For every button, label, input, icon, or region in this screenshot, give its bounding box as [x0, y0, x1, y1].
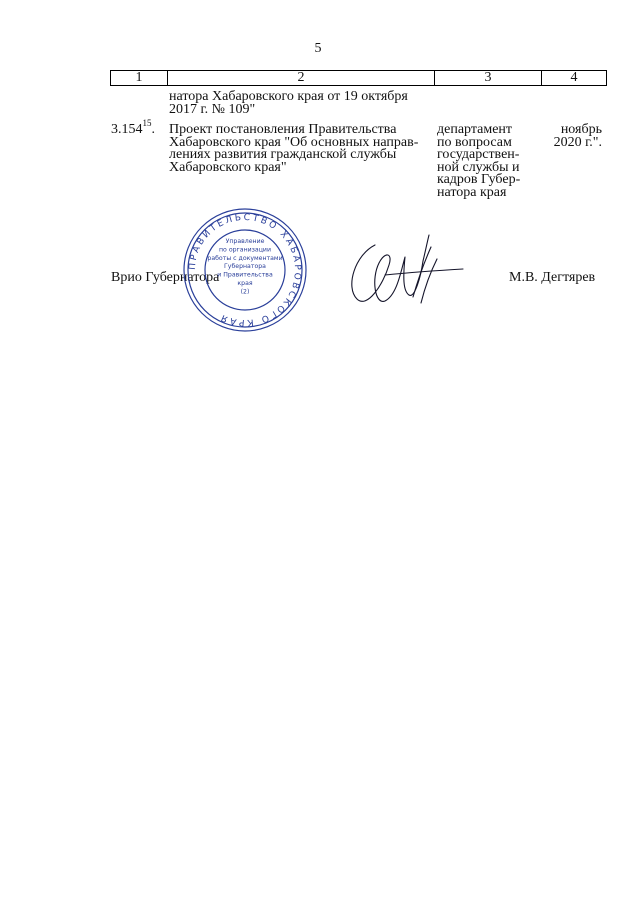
row-number-main: 3.154 [111, 122, 143, 137]
table-header-cell-4: 4 [570, 70, 578, 85]
row-title: Проект постановления Правительства Хабаровского края "Об основных направ- лениях развития гражданской службы Хабаровского края" [169, 122, 419, 175]
table-header-cell-2: 2 [297, 70, 305, 85]
handwritten-signature [345, 225, 467, 313]
row-number [111, 118, 169, 137]
stamp-inner-line: края [237, 280, 253, 287]
signatory-role: Врио Губернатора [111, 270, 220, 285]
stamp-inner-line: Управление [225, 238, 265, 245]
row-deadline: ноябрь 2020 г.". [553, 122, 602, 150]
stamp-inner-line: работы с документами [207, 254, 283, 262]
row-number-suffix: . [151, 122, 155, 137]
stamp-inner-line: Губернатора [224, 263, 266, 271]
row-number-superscript: 15 [142, 118, 152, 129]
stamp-inner-text [207, 238, 282, 295]
stamp-inner-line: и Правительства [217, 271, 273, 279]
stamp-ring-text: ПРАВИТЕЛЬСТВО ХАБАРОВСКОГО КРАЯ [187, 212, 303, 328]
official-stamp [182, 207, 308, 333]
stamp-inner-line: по организации [219, 246, 271, 254]
continuation-text: натора Хабаровского края от 19 октября 2017 г. № 109" [169, 89, 408, 117]
table-header-cell-3: 3 [484, 70, 492, 85]
stamp-inner-line: (2) [240, 288, 250, 296]
table-header-cell-1: 1 [135, 70, 143, 85]
table-header-row [110, 70, 607, 86]
row-department: департамент по вопросам государствен- ной службы и кадров Губер- натора края [437, 122, 521, 200]
page-number: 5 [314, 41, 322, 56]
signatory-name: М.В. Дегтярев [509, 270, 596, 285]
